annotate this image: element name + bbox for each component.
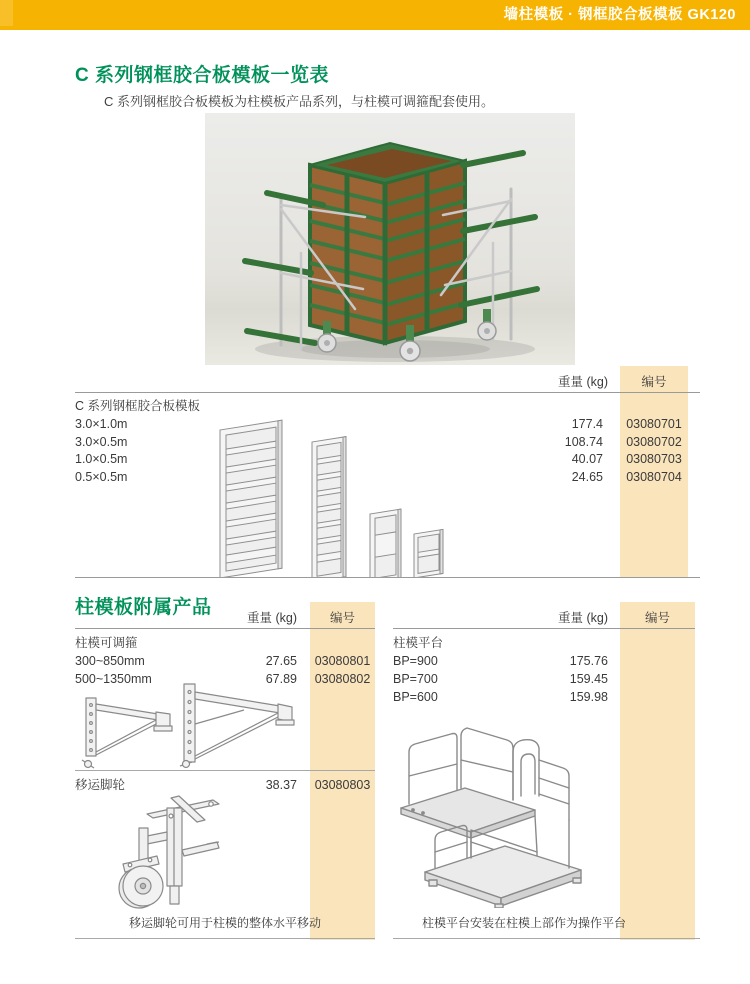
row-code: 03080702 xyxy=(626,435,682,449)
left-row-code: 03080801 xyxy=(314,654,371,668)
row-weight: 24.65 xyxy=(571,470,603,484)
row-code: 03080703 xyxy=(626,452,682,466)
right-col-header-code: 编号 xyxy=(644,611,670,625)
table-bottom-divider xyxy=(75,577,700,578)
left-header-divider xyxy=(75,628,375,629)
transport-caster-illustration xyxy=(95,792,255,914)
table-group-label: C 系列钢框胶合板模板 xyxy=(75,399,201,413)
section-overview-title: C 系列钢框胶合板模板一览表 xyxy=(75,65,330,86)
left-col-header-weight: 重量 (kg) xyxy=(246,611,297,625)
row-size: 3.0×1.0m xyxy=(75,417,128,431)
panel-sizes-illustration xyxy=(210,398,445,578)
right-row-weight: 175.76 xyxy=(569,654,608,668)
left-col-header-code: 编号 xyxy=(329,611,355,625)
right-row-spec: BP=600 xyxy=(393,690,438,704)
left-row-spec: 500~1350mm xyxy=(75,672,152,686)
row-size: 1.0×0.5m xyxy=(75,452,128,466)
left-row-weight: 27.65 xyxy=(265,654,297,668)
left-row-code: 03080802 xyxy=(314,672,371,686)
left-row-spec: 300~850mm xyxy=(75,654,145,668)
left-row-weight: 67.89 xyxy=(265,672,297,686)
right-bottom-divider xyxy=(393,938,700,939)
col-header-weight: 重量 (kg) xyxy=(557,375,608,389)
row-code: 03080704 xyxy=(626,470,682,484)
row-size: 3.0×0.5m xyxy=(75,435,128,449)
right-row-spec: BP=900 xyxy=(393,654,438,668)
section-accessories-title: 柱模板附属产品 xyxy=(75,597,212,618)
left-row-divider xyxy=(75,770,375,771)
right-col-header-weight: 重量 (kg) xyxy=(557,611,608,625)
right-header-divider xyxy=(393,628,695,629)
row-weight: 40.07 xyxy=(571,452,603,466)
table-header-divider xyxy=(75,392,700,393)
right-row-weight: 159.45 xyxy=(569,672,608,686)
column-formwork-render xyxy=(205,113,575,365)
right-row-spec: BP=700 xyxy=(393,672,438,686)
adjustable-clamp-illustration xyxy=(80,682,295,770)
column-formwork-render-image xyxy=(205,113,575,365)
caster-row-weight: 38.37 xyxy=(265,778,297,792)
right-row-weight: 159.98 xyxy=(569,690,608,704)
left-caption: 移运脚轮可用于柱模的整体水平移动 xyxy=(128,916,321,930)
left-bottom-divider xyxy=(75,938,375,939)
caster-row-label: 移运脚轮 xyxy=(75,778,126,792)
page-header-title: 墙柱模板 · 钢框胶合板模板 GK120 xyxy=(503,7,736,23)
column-platform-illustration xyxy=(395,700,610,908)
caster-row-code: 03080803 xyxy=(314,778,371,792)
row-weight: 108.74 xyxy=(564,435,603,449)
col-header-code: 编号 xyxy=(641,375,667,389)
code-column-highlight-right xyxy=(620,602,695,940)
section-overview-intro: C 系列钢框胶合板模板为柱模板产品系列，与柱模可调箍配套使用。 xyxy=(104,94,495,109)
left-group-label: 柱模可调箍 xyxy=(75,636,138,650)
row-code: 03080701 xyxy=(626,417,682,431)
right-caption: 柱模平台安装在柱模上部作为操作平台 xyxy=(421,916,626,930)
code-column-highlight-left xyxy=(310,602,375,940)
row-weight: 177.4 xyxy=(571,417,603,431)
page-header-bar xyxy=(0,0,750,30)
row-size: 0.5×0.5m xyxy=(75,470,128,484)
right-group-label: 柱模平台 xyxy=(393,636,444,650)
